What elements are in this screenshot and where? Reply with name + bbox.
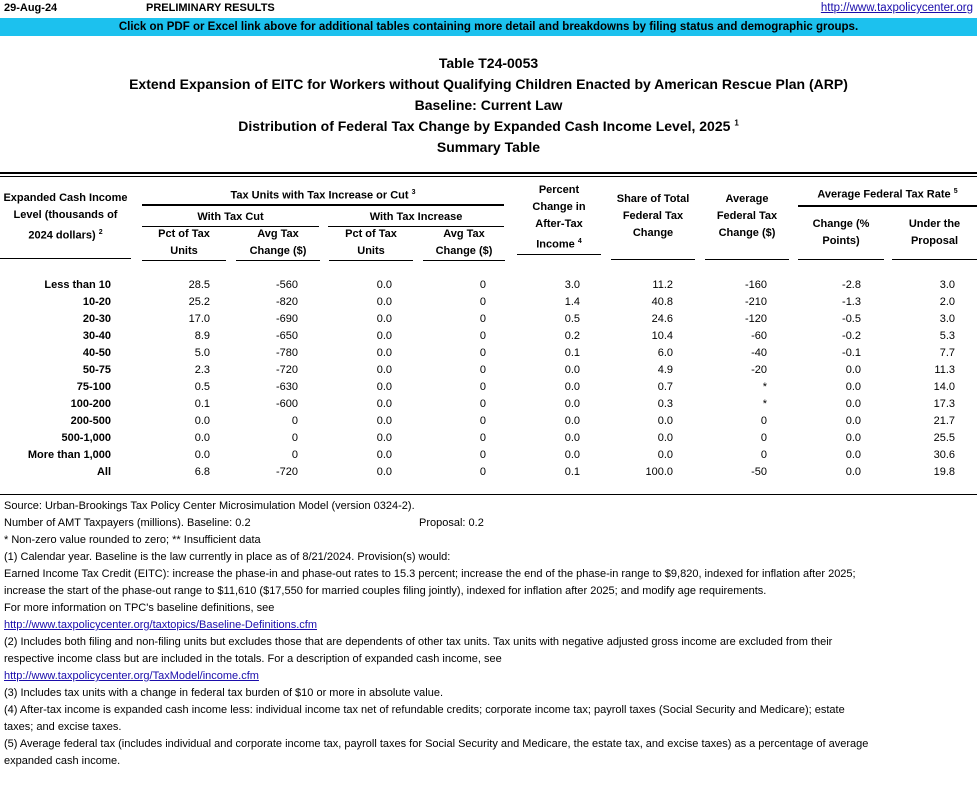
footnote-ref: 5 bbox=[953, 188, 958, 195]
cut-pct-cell: 0.0 bbox=[194, 415, 210, 427]
income-level-cell: 200-500 bbox=[70, 415, 111, 427]
avg-change-cell: 0 bbox=[760, 415, 767, 427]
tpc-home-link[interactable]: http://www.taxpolicycenter.org bbox=[820, 2, 973, 14]
pct-after-tax-cell: 0.0 bbox=[564, 415, 580, 427]
pct-after-tax-cell: 1.4 bbox=[564, 296, 580, 308]
table-title: Extend Expansion of EITC for Workers without Qualifying Children Enacted by American Rescue Plan (ARP) bbox=[129, 76, 848, 92]
inc-avg-cell: 0 bbox=[479, 466, 486, 478]
avg-change-cell: 0 bbox=[760, 449, 767, 461]
footnote-2: (2) Includes both filing and non-filing units but excludes those that are dependents of other tax units. Tax units with negative adjusted gross income are excluded from their bbox=[4, 636, 833, 648]
rate-under-cell: 30.6 bbox=[933, 449, 955, 461]
inc-pct-cell: 0.0 bbox=[376, 449, 392, 461]
inc-pct-cell: 0.0 bbox=[376, 279, 392, 291]
rate-change-cell: -2.8 bbox=[842, 279, 861, 291]
cut-avg-cell: -630 bbox=[275, 381, 298, 393]
distribution-title-text: Distribution of Federal Tax Change by Expanded Cash Income Level, 2025 bbox=[238, 118, 731, 134]
avg-rate-group-label: Average Federal Tax Rate bbox=[817, 188, 951, 201]
col-pat-line4 bbox=[517, 233, 601, 254]
footnote-1-eitc: Earned Income Tax Credit (EITC): increase the phase-in and phase-out rates to 15.3 percent; increase the end of the phase-in range to $9,820, indexed for inflation after 2025; bbox=[4, 568, 856, 580]
amt-proposal: Proposal: 0.2 bbox=[419, 517, 484, 529]
col-rc-line1: Change (% bbox=[812, 218, 870, 230]
pct-after-tax-cell: 0.0 bbox=[564, 381, 580, 393]
avg-change-cell: -210 bbox=[744, 296, 767, 308]
col-income-level bbox=[0, 190, 131, 259]
col-cut-avg-line1: Avg Tax bbox=[257, 228, 299, 240]
rate-under-cell: 17.3 bbox=[933, 398, 955, 410]
col-income-text: 2024 dollars) bbox=[28, 229, 96, 242]
avg-change-cell: * bbox=[762, 381, 767, 393]
table-row bbox=[0, 464, 977, 481]
col-income-line2: Level (thousands of bbox=[13, 209, 118, 221]
cut-pct-cell: 0.0 bbox=[194, 432, 210, 444]
cut-avg-cell: 0 bbox=[291, 415, 298, 427]
col-tax-units-group bbox=[142, 184, 504, 206]
avg-change-cell: -160 bbox=[744, 279, 767, 291]
pct-after-tax-cell: 0.0 bbox=[564, 449, 580, 461]
col-pat-line3: After-Tax bbox=[535, 218, 583, 230]
inc-avg-cell: 0 bbox=[479, 381, 486, 393]
rate-under-cell: 21.7 bbox=[933, 415, 955, 427]
col-avg-federal-change bbox=[705, 191, 789, 260]
income-level-cell: All bbox=[96, 466, 111, 478]
share-cell: 40.8 bbox=[651, 296, 673, 308]
rate-under-cell: 25.5 bbox=[933, 432, 955, 444]
col-with-tax-increase: With Tax Increase bbox=[328, 209, 504, 227]
inc-pct-cell: 0.0 bbox=[376, 296, 392, 308]
table-row bbox=[0, 430, 977, 447]
income-level-cell: 500-1,000 bbox=[61, 432, 111, 444]
rate-under-cell: 3.0 bbox=[939, 313, 955, 325]
inc-avg-cell: 0 bbox=[479, 313, 486, 325]
rate-under-cell: 7.7 bbox=[939, 347, 955, 359]
tax-units-group-label: Tax Units with Tax Increase or Cut bbox=[230, 189, 409, 202]
footnote-5: (5) Average federal tax (includes individual and corporate income tax, payroll taxes for Social Security and Medicare, the estate tax, and excise taxes) as a percentage of average bbox=[4, 738, 869, 750]
rate-change-cell: -0.2 bbox=[842, 330, 861, 342]
rate-change-cell: -0.1 bbox=[842, 347, 861, 359]
inc-avg-cell: 0 bbox=[479, 398, 486, 410]
rate-under-cell: 19.8 bbox=[933, 466, 955, 478]
cut-pct-cell: 0.5 bbox=[194, 381, 210, 393]
income-definition-link[interactable]: http://www.taxpolicycenter.org/TaxModel/income.cfm bbox=[4, 670, 259, 682]
col-avgfed-line1: Average bbox=[725, 193, 769, 205]
rate-change-cell: 0.0 bbox=[845, 398, 861, 410]
inc-pct-cell: 0.0 bbox=[376, 398, 392, 410]
inc-pct-cell: 0.0 bbox=[376, 364, 392, 376]
col-income-line3 bbox=[0, 224, 131, 245]
cut-pct-cell: 28.5 bbox=[188, 279, 210, 291]
footnote-1-more-info: For more information on TPC's baseline definitions, see bbox=[4, 602, 275, 614]
inc-pct-cell: 0.0 bbox=[376, 432, 392, 444]
rate-change-cell: 0.0 bbox=[845, 415, 861, 427]
inc-avg-cell: 0 bbox=[479, 432, 486, 444]
share-cell: 11.2 bbox=[652, 279, 673, 291]
share-cell: 4.9 bbox=[657, 364, 673, 376]
cut-pct-cell: 2.3 bbox=[194, 364, 210, 376]
table-row bbox=[0, 447, 977, 464]
col-inc-avg bbox=[423, 226, 505, 261]
col-with-tax-cut: With Tax Cut bbox=[142, 209, 319, 227]
rate-under-cell: 14.0 bbox=[933, 381, 955, 393]
col-inc-pct-line1: Pct of Tax bbox=[345, 228, 397, 240]
inc-avg-cell: 0 bbox=[479, 449, 486, 461]
income-level-cell: 75-100 bbox=[76, 381, 111, 393]
col-inc-avg-line1: Avg Tax bbox=[443, 228, 485, 240]
pct-after-tax-cell: 0.1 bbox=[564, 347, 580, 359]
income-level-cell: 30-40 bbox=[82, 330, 111, 342]
col-cut-pct-line1: Pct of Tax bbox=[158, 228, 210, 240]
cut-pct-cell: 0.0 bbox=[194, 449, 210, 461]
table-row bbox=[0, 311, 977, 328]
income-level-cell: 10-20 bbox=[82, 296, 111, 308]
pct-after-tax-cell: 3.0 bbox=[564, 279, 580, 291]
avg-change-cell: -60 bbox=[751, 330, 767, 342]
col-rc-line2: Points) bbox=[822, 235, 860, 247]
rate-change-cell: 0.0 bbox=[845, 364, 861, 376]
avg-change-cell: * bbox=[762, 398, 767, 410]
legend-note: * Non-zero value rounded to zero; ** Insufficient data bbox=[4, 534, 261, 546]
footnote-ref: 3 bbox=[411, 189, 416, 196]
col-cut-avg-line2: Change ($) bbox=[249, 245, 307, 257]
table-row bbox=[0, 277, 977, 294]
income-level-cell: Less than 10 bbox=[44, 279, 111, 291]
inc-pct-cell: 0.0 bbox=[376, 381, 392, 393]
avg-change-cell: -20 bbox=[751, 364, 767, 376]
cut-avg-cell: -780 bbox=[275, 347, 298, 359]
rate-under-cell: 5.3 bbox=[939, 330, 955, 342]
source-note: Source: Urban-Brookings Tax Policy Center Microsimulation Model (version 0324-2). bbox=[4, 500, 415, 512]
pct-after-tax-cell: 0.0 bbox=[564, 398, 580, 410]
inc-pct-cell: 0.0 bbox=[376, 313, 392, 325]
avg-change-cell: -120 bbox=[744, 313, 767, 325]
cut-avg-cell: -560 bbox=[275, 279, 298, 291]
share-cell: 0.0 bbox=[657, 415, 673, 427]
inc-avg-cell: 0 bbox=[479, 364, 486, 376]
cut-pct-cell: 25.2 bbox=[188, 296, 210, 308]
col-income-line1: Expanded Cash Income bbox=[3, 192, 128, 204]
table-id: Table T24-0053 bbox=[438, 55, 539, 71]
footnote-ref: 1 bbox=[734, 118, 739, 128]
col-avgfed-line2: Federal Tax bbox=[716, 210, 778, 222]
baseline-definitions-link[interactable]: http://www.taxpolicycenter.org/taxtopics/Baseline-Definitions.cfm bbox=[4, 619, 318, 631]
inc-pct-cell: 0.0 bbox=[376, 466, 392, 478]
footnote-5-cont: expanded cash income. bbox=[4, 755, 121, 767]
income-level-cell: 20-30 bbox=[82, 313, 111, 325]
summary-title: Summary Table bbox=[436, 139, 541, 155]
col-ru-line1: Under the bbox=[908, 218, 961, 230]
cut-pct-cell: 17.0 bbox=[188, 313, 210, 325]
cut-avg-cell: -650 bbox=[275, 330, 298, 342]
cut-pct-cell: 5.0 bbox=[194, 347, 210, 359]
col-pat-text: Income bbox=[536, 238, 575, 251]
inc-avg-cell: 0 bbox=[479, 296, 486, 308]
pct-after-tax-cell: 0.0 bbox=[564, 432, 580, 444]
col-share-line1: Share of Total bbox=[616, 193, 690, 205]
footnote-3: (3) Includes tax units with a change in federal tax burden of $10 or more in absolute value. bbox=[4, 687, 444, 699]
rate-under-cell: 2.0 bbox=[939, 296, 955, 308]
amt-baseline: Number of AMT Taxpayers (millions). Baseline: 0.2 bbox=[4, 517, 251, 529]
rate-under-cell: 11.3 bbox=[934, 364, 955, 376]
col-share-line2: Federal Tax bbox=[622, 210, 684, 222]
income-level-cell: More than 1,000 bbox=[27, 449, 111, 461]
bottom-rule bbox=[0, 494, 977, 495]
income-level-cell: 100-200 bbox=[70, 398, 111, 410]
inc-avg-cell: 0 bbox=[479, 415, 486, 427]
baseline-title: Baseline: Current Law bbox=[414, 97, 563, 113]
table-row bbox=[0, 379, 977, 396]
table-row bbox=[0, 396, 977, 413]
col-pat-line1: Percent bbox=[538, 184, 580, 196]
col-avg-rate-group bbox=[798, 183, 977, 207]
share-cell: 24.6 bbox=[651, 313, 673, 325]
share-cell: 10.4 bbox=[651, 330, 673, 342]
share-cell: 100.0 bbox=[645, 466, 673, 478]
pct-after-tax-cell: 0.2 bbox=[564, 330, 580, 342]
income-level-cell: 40-50 bbox=[82, 347, 111, 359]
footnote-1-eitc-cont: increase the start of the phase-out range to $11,610 ($17,550 for married couples filing jointly), indexed for inflation after 2025; and modify age requirements. bbox=[4, 585, 767, 597]
avg-change-cell: 0 bbox=[760, 432, 767, 444]
cut-pct-cell: 6.8 bbox=[194, 466, 210, 478]
pct-after-tax-cell: 0.1 bbox=[564, 466, 580, 478]
inc-avg-cell: 0 bbox=[479, 330, 486, 342]
rate-change-cell: 0.0 bbox=[845, 381, 861, 393]
col-pct-after-tax bbox=[517, 182, 601, 255]
share-cell: 0.3 bbox=[657, 398, 673, 410]
table-row bbox=[0, 362, 977, 379]
footnote-4-cont: taxes; and excise taxes. bbox=[4, 721, 122, 733]
cut-avg-cell: -820 bbox=[275, 296, 298, 308]
pct-after-tax-cell: 0.5 bbox=[564, 313, 580, 325]
col-share-total bbox=[611, 191, 695, 260]
col-cut-pct bbox=[142, 226, 226, 261]
inc-pct-cell: 0.0 bbox=[376, 415, 392, 427]
top-rule-2 bbox=[0, 176, 977, 177]
rate-change-cell: -0.5 bbox=[842, 313, 861, 325]
col-rate-change bbox=[798, 216, 884, 260]
table-row bbox=[0, 413, 977, 430]
report-date: 29-Aug-24 bbox=[4, 2, 58, 14]
footnote-ref: 2 bbox=[98, 229, 103, 236]
inc-pct-cell: 0.0 bbox=[376, 330, 392, 342]
table-row bbox=[0, 328, 977, 345]
cut-avg-cell: -600 bbox=[275, 398, 298, 410]
share-cell: 6.0 bbox=[657, 347, 673, 359]
income-level-cell: 50-75 bbox=[82, 364, 111, 376]
footnote-4: (4) After-tax income is expanded cash income less: individual income tax net of refundable credits; corporate income tax; payroll taxes (Social Security and Medicare); estate bbox=[4, 704, 845, 716]
col-cut-pct-line2: Units bbox=[170, 245, 198, 257]
cut-avg-cell: 0 bbox=[291, 432, 298, 444]
col-cut-avg bbox=[236, 226, 320, 261]
rate-change-cell: 0.0 bbox=[845, 449, 861, 461]
share-cell: 0.0 bbox=[657, 432, 673, 444]
rate-under-cell: 3.0 bbox=[939, 279, 955, 291]
avg-change-cell: -40 bbox=[751, 347, 767, 359]
footnote-ref: 4 bbox=[577, 238, 582, 245]
rate-change-cell: 0.0 bbox=[845, 466, 861, 478]
col-inc-pct bbox=[329, 226, 413, 261]
inc-avg-cell: 0 bbox=[479, 279, 486, 291]
cut-avg-cell: -720 bbox=[275, 466, 298, 478]
inc-pct-cell: 0.0 bbox=[376, 347, 392, 359]
table-row bbox=[0, 345, 977, 362]
cut-avg-cell: -690 bbox=[275, 313, 298, 325]
rate-change-cell: -1.3 bbox=[842, 296, 861, 308]
col-inc-pct-line2: Units bbox=[357, 245, 385, 257]
col-rate-under bbox=[892, 216, 977, 260]
share-cell: 0.0 bbox=[657, 449, 673, 461]
col-avgfed-line3: Change ($) bbox=[718, 227, 776, 239]
col-pat-line2: Change in bbox=[532, 201, 586, 213]
footnote-2-cont: respective income class but are included in the totals. For a description of expanded cash income, see bbox=[4, 653, 502, 665]
cut-avg-cell: 0 bbox=[291, 449, 298, 461]
info-banner: Click on PDF or Excel link above for additional tables containing more detail and breakdowns by filing status and demographic groups. bbox=[0, 18, 977, 36]
cut-pct-cell: 0.1 bbox=[194, 398, 210, 410]
table-row bbox=[0, 294, 977, 311]
pct-after-tax-cell: 0.0 bbox=[564, 364, 580, 376]
top-rule bbox=[0, 172, 977, 174]
col-ru-line2: Proposal bbox=[910, 235, 959, 247]
inc-avg-cell: 0 bbox=[479, 347, 486, 359]
share-cell: 0.7 bbox=[657, 381, 673, 393]
cut-pct-cell: 8.9 bbox=[194, 330, 210, 342]
avg-change-cell: -50 bbox=[751, 466, 767, 478]
footnote-1: (1) Calendar year. Baseline is the law currently in place as of 8/21/2024. Provision(s) would: bbox=[4, 551, 451, 563]
rate-change-cell: 0.0 bbox=[845, 432, 861, 444]
col-share-line3: Change bbox=[632, 227, 674, 239]
distribution-title bbox=[0, 118, 977, 134]
col-inc-avg-line2: Change ($) bbox=[435, 245, 493, 257]
preliminary-label: PRELIMINARY RESULTS bbox=[146, 2, 275, 14]
cut-avg-cell: -720 bbox=[275, 364, 298, 376]
